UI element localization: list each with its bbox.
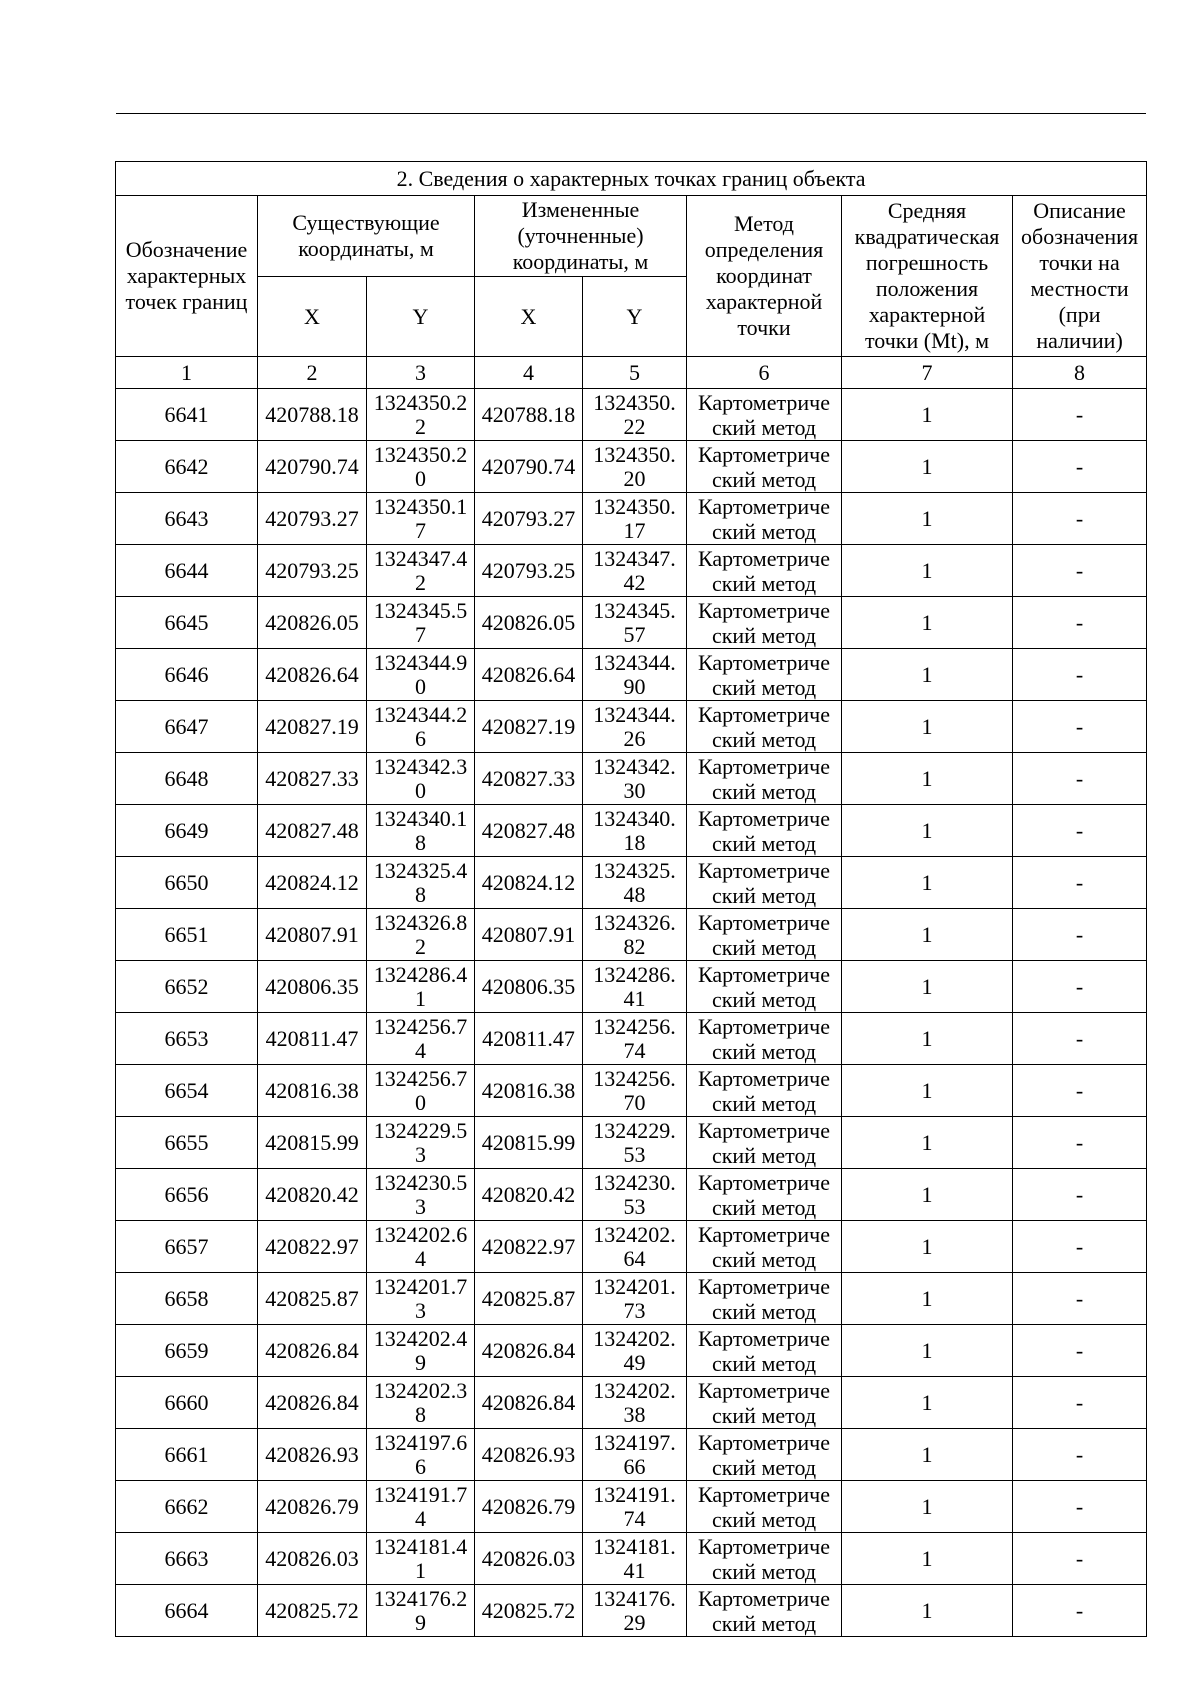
point-id: 6663 xyxy=(116,1533,258,1585)
header-x: X xyxy=(258,277,367,357)
changed-y: 1324201. 73 xyxy=(583,1273,687,1325)
table-row xyxy=(116,1065,1147,1117)
changed-y: 1324230. 53 xyxy=(583,1169,687,1221)
description-cell: - xyxy=(1013,597,1147,649)
existing-y: 1324345.5 7 xyxy=(367,597,475,649)
header-y-changed: Y xyxy=(583,277,687,357)
mt-value: 1 xyxy=(842,441,1013,493)
table-row xyxy=(116,1533,1147,1585)
changed-y: 1324256. 74 xyxy=(583,1013,687,1065)
top-rule xyxy=(116,113,1146,114)
boundary-points-table xyxy=(115,161,1147,1637)
mt-value: 1 xyxy=(842,1065,1013,1117)
point-id: 6659 xyxy=(116,1325,258,1377)
point-id: 6652 xyxy=(116,961,258,1013)
mt-value: 1 xyxy=(842,1325,1013,1377)
column-number: 4 xyxy=(475,357,583,389)
point-id: 6647 xyxy=(116,701,258,753)
header-designation: Обозначение характерных точек границ xyxy=(116,196,258,357)
existing-x: 420825.72 xyxy=(258,1585,367,1637)
description-cell: - xyxy=(1013,1377,1147,1429)
description-cell: - xyxy=(1013,1585,1147,1637)
column-number: 7 xyxy=(842,357,1013,389)
existing-x: 420826.93 xyxy=(258,1429,367,1481)
changed-x: 420827.48 xyxy=(475,805,583,857)
changed-x: 420825.72 xyxy=(475,1585,583,1637)
changed-y: 1324202. 49 xyxy=(583,1325,687,1377)
table-row xyxy=(116,649,1147,701)
column-number: 2 xyxy=(258,357,367,389)
existing-y: 1324197.6 6 xyxy=(367,1429,475,1481)
mt-value: 1 xyxy=(842,1273,1013,1325)
point-id: 6648 xyxy=(116,753,258,805)
changed-y: 1324202. 64 xyxy=(583,1221,687,1273)
existing-y: 1324202.6 4 xyxy=(367,1221,475,1273)
changed-x: 420826.84 xyxy=(475,1325,583,1377)
table-row xyxy=(116,1429,1147,1481)
point-id: 6650 xyxy=(116,857,258,909)
existing-y: 1324201.7 3 xyxy=(367,1273,475,1325)
table-row xyxy=(116,753,1147,805)
description-cell: - xyxy=(1013,545,1147,597)
point-id: 6641 xyxy=(116,389,258,441)
method-cell: Картометриче ский метод xyxy=(687,753,842,805)
method-cell: Картометриче ский метод xyxy=(687,545,842,597)
table-row xyxy=(116,597,1147,649)
mt-value: 1 xyxy=(842,1221,1013,1273)
description-cell: - xyxy=(1013,961,1147,1013)
mt-value: 1 xyxy=(842,597,1013,649)
changed-y: 1324229. 53 xyxy=(583,1117,687,1169)
description-cell: - xyxy=(1013,1429,1147,1481)
changed-y: 1324326. 82 xyxy=(583,909,687,961)
existing-y: 1324350.2 2 xyxy=(367,389,475,441)
table-row xyxy=(116,441,1147,493)
existing-y: 1324191.7 4 xyxy=(367,1481,475,1533)
existing-y: 1324230.5 3 xyxy=(367,1169,475,1221)
column-number: 1 xyxy=(116,357,258,389)
existing-x: 420816.38 xyxy=(258,1065,367,1117)
existing-x: 420826.64 xyxy=(258,649,367,701)
changed-y: 1324342. 30 xyxy=(583,753,687,805)
table-row xyxy=(116,1377,1147,1429)
existing-x: 420793.27 xyxy=(258,493,367,545)
changed-y: 1324256. 70 xyxy=(583,1065,687,1117)
mt-value: 1 xyxy=(842,1117,1013,1169)
existing-y: 1324181.4 1 xyxy=(367,1533,475,1585)
section-title: 2. Сведения о характерных точках границ объекта xyxy=(116,162,1147,196)
method-cell: Картометриче ский метод xyxy=(687,1065,842,1117)
existing-x: 420815.99 xyxy=(258,1117,367,1169)
changed-x: 420788.18 xyxy=(475,389,583,441)
point-id: 6662 xyxy=(116,1481,258,1533)
changed-x: 420806.35 xyxy=(475,961,583,1013)
changed-x: 420822.97 xyxy=(475,1221,583,1273)
changed-y: 1324340. 18 xyxy=(583,805,687,857)
header-method: Метод определения координат характерной точки xyxy=(687,196,842,357)
table-row xyxy=(116,1221,1147,1273)
table-row xyxy=(116,805,1147,857)
method-cell: Картометриче ский метод xyxy=(687,1429,842,1481)
existing-y: 1324176.2 9 xyxy=(367,1585,475,1637)
existing-y: 1324256.7 0 xyxy=(367,1065,475,1117)
changed-y: 1324350. 22 xyxy=(583,389,687,441)
changed-y: 1324325. 48 xyxy=(583,857,687,909)
description-cell: - xyxy=(1013,805,1147,857)
existing-x: 420820.42 xyxy=(258,1169,367,1221)
existing-x: 420827.33 xyxy=(258,753,367,805)
method-cell: Картометриче ский метод xyxy=(687,1325,842,1377)
mt-value: 1 xyxy=(842,389,1013,441)
table-row xyxy=(116,1013,1147,1065)
header-existing-coords: Существующие координаты, м xyxy=(258,196,475,277)
method-cell: Картометриче ский метод xyxy=(687,441,842,493)
mt-value: 1 xyxy=(842,649,1013,701)
header-y: Y xyxy=(367,277,475,357)
changed-x: 420827.19 xyxy=(475,701,583,753)
mt-value: 1 xyxy=(842,1585,1013,1637)
existing-y: 1324350.2 0 xyxy=(367,441,475,493)
existing-y: 1324350.1 7 xyxy=(367,493,475,545)
method-cell: Картометриче ский метод xyxy=(687,909,842,961)
description-cell: - xyxy=(1013,1117,1147,1169)
existing-y: 1324326.8 2 xyxy=(367,909,475,961)
description-cell: - xyxy=(1013,441,1147,493)
changed-y: 1324191. 74 xyxy=(583,1481,687,1533)
changed-x: 420815.99 xyxy=(475,1117,583,1169)
method-cell: Картометриче ский метод xyxy=(687,1377,842,1429)
existing-y: 1324325.4 8 xyxy=(367,857,475,909)
mt-value: 1 xyxy=(842,1169,1013,1221)
table-body xyxy=(116,389,1147,1637)
changed-x: 420811.47 xyxy=(475,1013,583,1065)
changed-y: 1324347. 42 xyxy=(583,545,687,597)
description-cell: - xyxy=(1013,753,1147,805)
method-cell: Картометриче ский метод xyxy=(687,961,842,1013)
point-id: 6643 xyxy=(116,493,258,545)
point-id: 6646 xyxy=(116,649,258,701)
table-row xyxy=(116,1481,1147,1533)
existing-x: 420826.84 xyxy=(258,1325,367,1377)
point-id: 6645 xyxy=(116,597,258,649)
changed-x: 420826.64 xyxy=(475,649,583,701)
changed-y: 1324350. 17 xyxy=(583,493,687,545)
method-cell: Картометриче ский метод xyxy=(687,597,842,649)
method-cell: Картометриче ский метод xyxy=(687,701,842,753)
existing-x: 420806.35 xyxy=(258,961,367,1013)
method-cell: Картометриче ский метод xyxy=(687,493,842,545)
method-cell: Картометриче ский метод xyxy=(687,857,842,909)
changed-x: 420826.93 xyxy=(475,1429,583,1481)
existing-x: 420811.47 xyxy=(258,1013,367,1065)
method-cell: Картометриче ский метод xyxy=(687,1169,842,1221)
point-id: 6654 xyxy=(116,1065,258,1117)
description-cell: - xyxy=(1013,1481,1147,1533)
mt-value: 1 xyxy=(842,805,1013,857)
mt-value: 1 xyxy=(842,909,1013,961)
description-cell: - xyxy=(1013,389,1147,441)
method-cell: Картометриче ский метод xyxy=(687,649,842,701)
mt-value: 1 xyxy=(842,701,1013,753)
table-row xyxy=(116,1169,1147,1221)
table-row xyxy=(116,857,1147,909)
changed-x: 420826.03 xyxy=(475,1533,583,1585)
changed-y: 1324344. 26 xyxy=(583,701,687,753)
point-id: 6657 xyxy=(116,1221,258,1273)
existing-x: 420826.84 xyxy=(258,1377,367,1429)
changed-x: 420825.87 xyxy=(475,1273,583,1325)
existing-x: 420825.87 xyxy=(258,1273,367,1325)
header-description: Описание обозначения точки на местности (при наличии) xyxy=(1013,196,1147,357)
existing-x: 420826.05 xyxy=(258,597,367,649)
changed-y: 1324345. 57 xyxy=(583,597,687,649)
mt-value: 1 xyxy=(842,1533,1013,1585)
mt-value: 1 xyxy=(842,1377,1013,1429)
table-row xyxy=(116,545,1147,597)
point-id: 6653 xyxy=(116,1013,258,1065)
description-cell: - xyxy=(1013,1169,1147,1221)
existing-x: 420827.19 xyxy=(258,701,367,753)
column-number: 8 xyxy=(1013,357,1147,389)
mt-value: 1 xyxy=(842,961,1013,1013)
column-number: 6 xyxy=(687,357,842,389)
point-id: 6651 xyxy=(116,909,258,961)
method-cell: Картометриче ский метод xyxy=(687,389,842,441)
mt-value: 1 xyxy=(842,1429,1013,1481)
changed-y: 1324202. 38 xyxy=(583,1377,687,1429)
method-cell: Картометриче ский метод xyxy=(687,1221,842,1273)
description-cell: - xyxy=(1013,1221,1147,1273)
header-changed-coords: Измененные (уточненные) координаты, м xyxy=(475,196,687,277)
existing-x: 420807.91 xyxy=(258,909,367,961)
header-error: Средняя квадратическая погрешность положения характерной точки (Mt), м xyxy=(842,196,1013,357)
table-row xyxy=(116,1273,1147,1325)
existing-y: 1324344.9 0 xyxy=(367,649,475,701)
changed-x: 420826.84 xyxy=(475,1377,583,1429)
changed-x: 420816.38 xyxy=(475,1065,583,1117)
existing-y: 1324202.4 9 xyxy=(367,1325,475,1377)
mt-value: 1 xyxy=(842,1013,1013,1065)
changed-x: 420807.91 xyxy=(475,909,583,961)
method-cell: Картометриче ский метод xyxy=(687,1533,842,1585)
method-cell: Картометриче ский метод xyxy=(687,805,842,857)
changed-x: 420824.12 xyxy=(475,857,583,909)
column-number: 5 xyxy=(583,357,687,389)
description-cell: - xyxy=(1013,857,1147,909)
changed-x: 420826.05 xyxy=(475,597,583,649)
point-id: 6661 xyxy=(116,1429,258,1481)
mt-value: 1 xyxy=(842,493,1013,545)
existing-y: 1324256.7 4 xyxy=(367,1013,475,1065)
mt-value: 1 xyxy=(842,857,1013,909)
changed-y: 1324350. 20 xyxy=(583,441,687,493)
mt-value: 1 xyxy=(842,753,1013,805)
existing-y: 1324286.4 1 xyxy=(367,961,475,1013)
point-id: 6644 xyxy=(116,545,258,597)
table-row xyxy=(116,1585,1147,1637)
changed-x: 420826.79 xyxy=(475,1481,583,1533)
mt-value: 1 xyxy=(842,545,1013,597)
table-row xyxy=(116,701,1147,753)
changed-x: 420827.33 xyxy=(475,753,583,805)
description-cell: - xyxy=(1013,649,1147,701)
changed-x: 420793.25 xyxy=(475,545,583,597)
description-cell: - xyxy=(1013,1065,1147,1117)
point-id: 6656 xyxy=(116,1169,258,1221)
header-x-changed: X xyxy=(475,277,583,357)
changed-y: 1324286. 41 xyxy=(583,961,687,1013)
existing-y: 1324340.1 8 xyxy=(367,805,475,857)
existing-y: 1324202.3 8 xyxy=(367,1377,475,1429)
point-id: 6658 xyxy=(116,1273,258,1325)
method-cell: Картометриче ский метод xyxy=(687,1481,842,1533)
changed-y: 1324197. 66 xyxy=(583,1429,687,1481)
table-row xyxy=(116,493,1147,545)
existing-x: 420827.48 xyxy=(258,805,367,857)
table-row xyxy=(116,961,1147,1013)
description-cell: - xyxy=(1013,1533,1147,1585)
changed-y: 1324181. 41 xyxy=(583,1533,687,1585)
description-cell: - xyxy=(1013,1013,1147,1065)
method-cell: Картометриче ский метод xyxy=(687,1585,842,1637)
point-id: 6660 xyxy=(116,1377,258,1429)
changed-y: 1324176. 29 xyxy=(583,1585,687,1637)
column-number: 3 xyxy=(367,357,475,389)
mt-value: 1 xyxy=(842,1481,1013,1533)
description-cell: - xyxy=(1013,909,1147,961)
existing-x: 420824.12 xyxy=(258,857,367,909)
method-cell: Картометриче ский метод xyxy=(687,1013,842,1065)
existing-y: 1324347.4 2 xyxy=(367,545,475,597)
changed-y: 1324344. 90 xyxy=(583,649,687,701)
point-id: 6655 xyxy=(116,1117,258,1169)
existing-x: 420826.03 xyxy=(258,1533,367,1585)
description-cell: - xyxy=(1013,1325,1147,1377)
changed-x: 420820.42 xyxy=(475,1169,583,1221)
description-cell: - xyxy=(1013,1273,1147,1325)
existing-x: 420826.79 xyxy=(258,1481,367,1533)
existing-y: 1324229.5 3 xyxy=(367,1117,475,1169)
changed-x: 420793.27 xyxy=(475,493,583,545)
table-row xyxy=(116,1117,1147,1169)
existing-y: 1324344.2 6 xyxy=(367,701,475,753)
table-row xyxy=(116,389,1147,441)
existing-x: 420793.25 xyxy=(258,545,367,597)
table-row xyxy=(116,1325,1147,1377)
existing-x: 420790.74 xyxy=(258,441,367,493)
existing-x: 420788.18 xyxy=(258,389,367,441)
description-cell: - xyxy=(1013,701,1147,753)
existing-y: 1324342.3 0 xyxy=(367,753,475,805)
changed-x: 420790.74 xyxy=(475,441,583,493)
point-id: 6649 xyxy=(116,805,258,857)
table-row xyxy=(116,909,1147,961)
method-cell: Картометриче ский метод xyxy=(687,1117,842,1169)
point-id: 6642 xyxy=(116,441,258,493)
existing-x: 420822.97 xyxy=(258,1221,367,1273)
point-id: 6664 xyxy=(116,1585,258,1637)
method-cell: Картометриче ский метод xyxy=(687,1273,842,1325)
description-cell: - xyxy=(1013,493,1147,545)
